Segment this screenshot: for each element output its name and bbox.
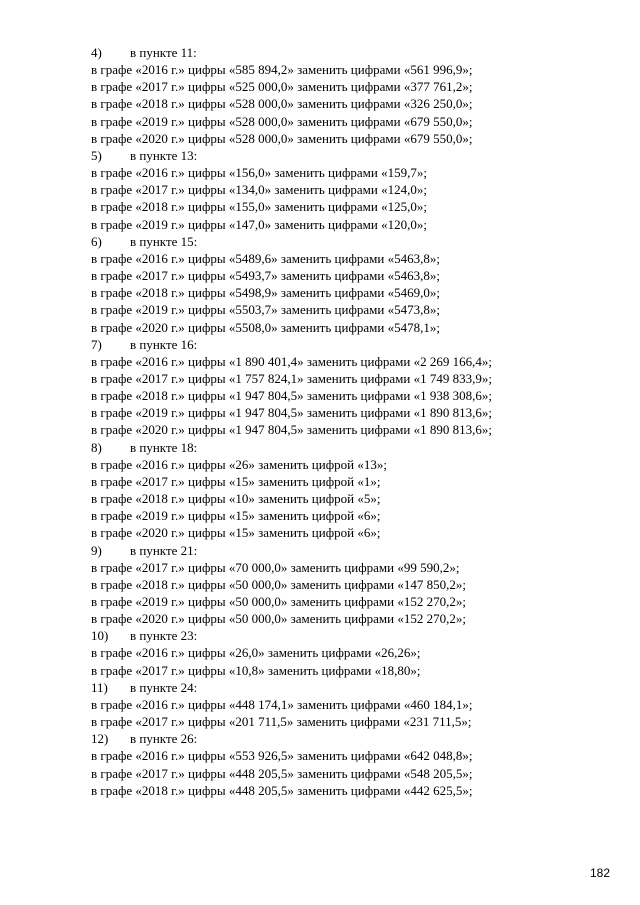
amendment-line: в графе «2018 г.» цифры «1 947 804,5» заменить цифрами «1 938 308,6»; bbox=[91, 388, 492, 404]
section-title: в пункте 21: bbox=[130, 542, 198, 558]
section-heading bbox=[91, 44, 611, 61]
section-heading bbox=[91, 627, 611, 644]
amendment-line: в графе «2017 г.» цифры «15» заменить цифрой «1»; bbox=[91, 473, 381, 489]
section-number: 6) bbox=[91, 233, 102, 249]
amendment-line: в графе «2019 г.» цифры «5503,7» заменить цифрами «5473,8»; bbox=[91, 302, 440, 318]
document-body bbox=[91, 44, 611, 799]
amendment-line: в графе «2016 г.» цифры «448 174,1» заменить цифрами «460 184,1»; bbox=[91, 696, 473, 712]
amendment-line: в графе «2017 г.» цифры «448 205,5» заменить цифрами «548 205,5»; bbox=[91, 765, 473, 781]
amendment-line: в графе «2020 г.» цифры «15» заменить цифрой «6»; bbox=[91, 525, 381, 541]
section-number: 5) bbox=[91, 147, 102, 163]
amendment-line: в графе «2017 г.» цифры «134,0» заменить цифрами «124,0»; bbox=[91, 182, 427, 198]
amendment-line: в графе «2019 г.» цифры «1 947 804,5» заменить цифрами «1 890 813,6»; bbox=[91, 405, 492, 421]
section-title: в пункте 23: bbox=[130, 628, 198, 644]
page-number: 182 bbox=[589, 866, 610, 880]
amendment-line: в графе «2017 г.» цифры «70 000,0» заменить цифрами «99 590,2»; bbox=[91, 559, 460, 575]
section-heading bbox=[91, 679, 611, 696]
amendment-line: в графе «2019 г.» цифры «50 000,0» заменить цифрами «152 270,2»; bbox=[91, 594, 466, 609]
amendment-line: в графе «2018 г.» цифры «448 205,5» заменить цифрами «442 625,5»; bbox=[91, 782, 473, 798]
amendment-line: в графе «2016 г.» цифры «585 894,2» заменить цифрами «561 996,9»; bbox=[91, 62, 473, 78]
section-number: 10) bbox=[91, 628, 109, 644]
amendment-line: в графе «2016 г.» цифры «26,0» заменить цифрами «26,26»; bbox=[91, 645, 421, 661]
amendment-line: в графе «2020 г.» цифры «5508,0» заменить цифрами «5478,1»; bbox=[91, 319, 440, 335]
amendment-line: в графе «2016 г.» цифры «5489,6» заменить цифрами «5463,8»; bbox=[91, 250, 440, 266]
section-number: 11) bbox=[91, 679, 108, 695]
section-title: в пункте 15: bbox=[130, 233, 198, 249]
section-title: в пункте 11: bbox=[130, 45, 197, 60]
amendment-line: в графе «2019 г.» цифры «528 000,0» заменить цифрами «679 550,0»; bbox=[91, 113, 473, 129]
amendment-line: в графе «2016 г.» цифры «156,0» заменить цифрами «159,7»; bbox=[91, 165, 427, 181]
section-number: 4) bbox=[91, 45, 102, 60]
section-title: в пункте 13: bbox=[130, 147, 198, 163]
section-title: в пункте 24: bbox=[130, 679, 198, 695]
amendment-line: в графе «2018 г.» цифры «10» заменить цифрой «5»; bbox=[91, 491, 381, 507]
amendment-line: в графе «2018 г.» цифры «155,0» заменить цифрами «125,0»; bbox=[91, 199, 427, 215]
section-number: 8) bbox=[91, 439, 102, 455]
amendment-line: в графе «2017 г.» цифры «5493,7» заменить цифрами «5463,8»; bbox=[91, 268, 440, 284]
section-heading bbox=[91, 336, 611, 353]
section-number: 9) bbox=[91, 542, 102, 558]
section-title: в пункте 26: bbox=[130, 731, 198, 747]
amendment-line: в графе «2017 г.» цифры «201 711,5» заменить цифрами «231 711,5»; bbox=[91, 714, 472, 730]
section-heading bbox=[91, 542, 611, 559]
amendment-line: в графе «2016 г.» цифры «553 926,5» заменить цифрами «642 048,8»; bbox=[91, 748, 473, 764]
amendment-line: в графе «2018 г.» цифры «528 000,0» заменить цифрами «326 250,0»; bbox=[91, 96, 473, 112]
section-heading bbox=[91, 439, 611, 456]
section-heading bbox=[91, 730, 611, 747]
section-heading bbox=[91, 147, 611, 164]
amendment-line: в графе «2016 г.» цифры «1 890 401,4» заменить цифрами «2 269 166,4»; bbox=[91, 353, 492, 369]
amendment-line: в графе «2020 г.» цифры «50 000,0» заменить цифрами «152 270,2»; bbox=[91, 611, 466, 627]
amendment-line: в графе «2016 г.» цифры «26» заменить цифрой «13»; bbox=[91, 456, 387, 472]
amendment-line: в графе «2017 г.» цифры «10,8» заменить цифрами «18,80»; bbox=[91, 662, 421, 678]
amendment-line: в графе «2019 г.» цифры «147,0» заменить цифрами «120,0»; bbox=[91, 216, 427, 232]
section-number: 12) bbox=[91, 731, 109, 747]
amendment-line: в графе «2018 г.» цифры «5498,9» заменить цифрами «5469,0»; bbox=[91, 285, 440, 301]
section-title: в пункте 16: bbox=[130, 336, 198, 352]
amendment-line: в графе «2017 г.» цифры «1 757 824,1» заменить цифрами «1 749 833,9»; bbox=[91, 370, 492, 386]
amendment-line: в графе «2020 г.» цифры «528 000,0» заменить цифрами «679 550,0»; bbox=[91, 130, 473, 146]
amendment-line: в графе «2019 г.» цифры «15» заменить цифрой «6»; bbox=[91, 508, 381, 524]
section-heading bbox=[91, 233, 611, 250]
amendment-line: в графе «2017 г.» цифры «525 000,0» заменить цифрами «377 761,2»; bbox=[91, 79, 473, 95]
amendment-line: в графе «2020 г.» цифры «1 947 804,5» заменить цифрами «1 890 813,6»; bbox=[91, 422, 492, 438]
section-number: 7) bbox=[91, 336, 102, 352]
amendment-line: в графе «2018 г.» цифры «50 000,0» заменить цифрами «147 850,2»; bbox=[91, 576, 466, 592]
section-title: в пункте 18: bbox=[130, 439, 198, 455]
